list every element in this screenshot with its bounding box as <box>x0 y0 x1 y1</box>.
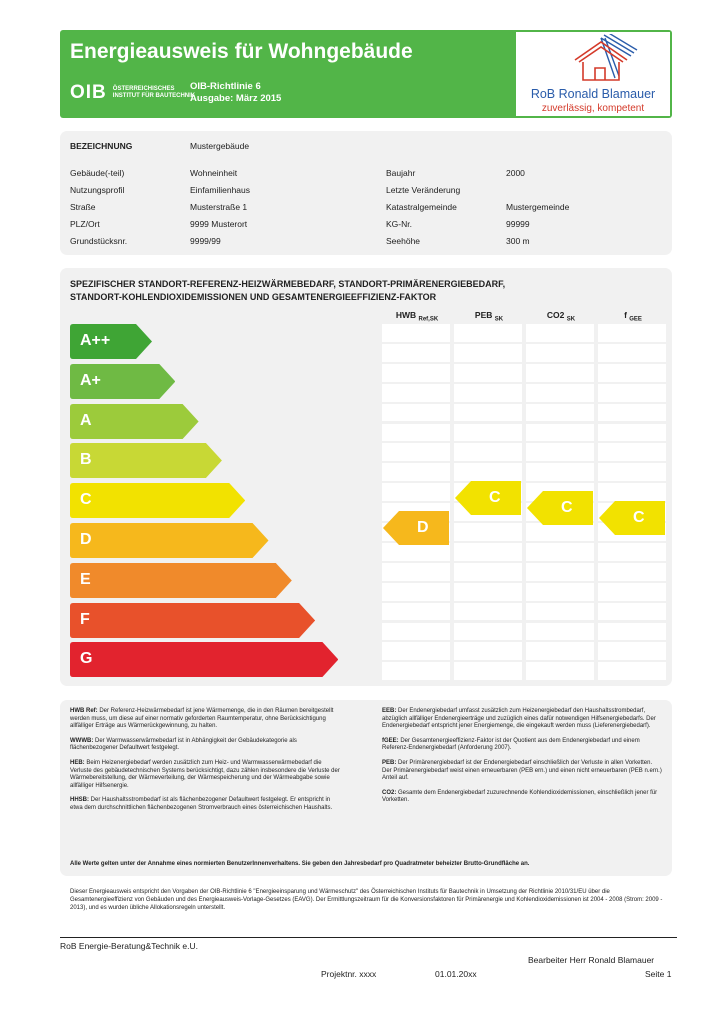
definitions-left-column <box>70 708 340 813</box>
header-banner <box>60 30 672 118</box>
grid-cell <box>382 563 450 581</box>
info-value: 99999 <box>506 219 530 229</box>
grid-cell <box>382 662 450 680</box>
info-value: 300 m <box>506 236 530 246</box>
rating-arrow <box>455 481 521 515</box>
info-value: Musterstraße 1 <box>190 202 248 212</box>
footer-project-number: Projektnr. xxxx <box>321 969 377 979</box>
oib-logo <box>70 80 195 106</box>
assumption-note: Alle Werte gelten unter der Annahme eines normierten BenutzerInnenverhaltens. Sie geben den Jahresbedarf pro Quadratmeter beheizter Brutto-Grundfläche an. <box>70 861 530 867</box>
grid-cell <box>454 443 522 461</box>
column-header-subscript: SK <box>566 316 576 323</box>
info-value: Mustergemeinde <box>506 202 570 212</box>
info-value: 9999 Musterort <box>190 219 248 229</box>
grid-cell <box>382 443 450 461</box>
energy-rating-panel <box>60 268 672 686</box>
column-header: f $_{GEE}$ <box>624 310 642 323</box>
rating-label: C <box>489 489 501 507</box>
definition-term: EEB: <box>382 708 397 714</box>
definition-text: Der Primärenergiebedarf ist der Endenergiebedarf einschließlich der Verluste in allen Vorketten. Der Primärenergiebedarf weist einen erneuerbaren (PEB ern.) und einen nicht erneuerbaren (PEB n.ern.) Anteil auf. <box>382 759 662 782</box>
grid-cell <box>598 443 666 461</box>
grid-cell <box>454 662 522 680</box>
grid-cell <box>526 384 594 402</box>
rating-label: C <box>561 499 573 517</box>
grid-cell <box>382 583 450 601</box>
grid-cell <box>454 404 522 422</box>
grid-cell <box>382 483 450 501</box>
grid-cell <box>454 344 522 362</box>
rating-label: C <box>633 509 645 527</box>
definition-term: CO2: <box>382 789 397 796</box>
footer-date: 01.01.20xx <box>435 969 477 979</box>
grid-cell <box>382 384 450 402</box>
column-header-subscript: Ref,SK <box>418 316 439 323</box>
grid-cell <box>454 583 522 601</box>
grid-cell <box>454 642 522 660</box>
column-header-subscript: SK <box>494 316 504 323</box>
chart-title <box>70 278 660 304</box>
class-label: A++ <box>80 332 111 349</box>
chart-title-line-1: SPEZIFISCHER STANDORT-REFERENZ-HEIZWÄRMEBEDARF, STANDORT-PRIMÄRENERGIEBEDARF, <box>70 279 506 289</box>
designation-value: Mustergebäude <box>190 141 250 151</box>
grid-cell <box>526 364 594 382</box>
class-label: B <box>80 451 92 469</box>
grid-cell <box>526 344 594 362</box>
column-header: HWB $_{Ref,SK}$ <box>395 310 439 323</box>
info-label: KG-Nr. <box>386 219 412 229</box>
class-label: E <box>80 570 91 588</box>
grid-cell <box>598 364 666 382</box>
grid-cell <box>454 623 522 641</box>
grid-cell <box>598 642 666 660</box>
grid-cell <box>526 324 594 342</box>
rating-label: D <box>417 519 429 537</box>
definition-term: HHSB: <box>70 797 89 804</box>
definition-item <box>70 797 340 812</box>
grid-cell <box>526 603 594 621</box>
house-icon <box>571 34 639 84</box>
info-label: Letzte Veränderung <box>386 185 461 195</box>
guideline-edition: Ausgabe: März 2015 <box>190 93 282 104</box>
definition-term: WWWB: <box>70 737 94 744</box>
info-label: Straße <box>70 202 96 212</box>
grid-cell <box>598 463 666 481</box>
grid-cell <box>382 404 450 422</box>
grid-cell <box>598 583 666 601</box>
class-label: D <box>80 531 92 548</box>
info-label: PLZ/Ort <box>70 219 100 229</box>
info-label: Gebäude(-teil) <box>70 168 125 178</box>
class-label: A+ <box>80 371 101 389</box>
footer-page-number: Seite 1 <box>645 969 672 979</box>
grid-cell <box>526 463 594 481</box>
grid-cell <box>526 583 594 601</box>
class-label: F <box>80 610 90 628</box>
rating-arrow <box>383 511 449 545</box>
grid-cell <box>454 463 522 481</box>
definition-item <box>382 790 662 805</box>
grid-cell <box>454 523 522 541</box>
definition-text: Der Warmwasserwärmebedarf ist in Abhängigkeit der Gebäudekategorie als flächenbezogener Defaultwert festgelegt. <box>70 737 297 752</box>
class-label: A <box>80 411 92 429</box>
class-arrow-e <box>70 563 292 598</box>
grid-cell <box>454 384 522 402</box>
class-arrow-b <box>70 443 222 478</box>
class-label: C <box>80 491 92 509</box>
grid-cell <box>598 404 666 422</box>
grid-cell <box>382 463 450 481</box>
grid-cell <box>526 642 594 660</box>
oib-logo-line-2: INSTITUT FÜR BAUTECHNIK <box>112 93 196 99</box>
brand-tagline: zuverlässig, kompetent <box>541 103 645 114</box>
info-label: Seehöhe <box>386 236 421 246</box>
definition-item <box>70 738 340 753</box>
grid-cell <box>598 662 666 680</box>
definition-item <box>382 708 662 731</box>
grid-cell <box>526 662 594 680</box>
oib-logo-mark: OIB <box>70 82 107 103</box>
grid-cell <box>598 623 666 641</box>
info-label: Baujahr <box>386 168 416 178</box>
rating-arrow <box>527 491 593 525</box>
info-value: 9999/99 <box>190 236 221 246</box>
class-arrow-c <box>70 483 245 518</box>
definition-text: Beim Heizenergiebedarf werden zusätzlich zum Heiz- und Warmwasserwärmebedarf die Verluste des gebäudetechnischen Systems berücksichtigt, dazu zählen insbesondere die Verluste der Wärmebereitstellung, der Wärmeverteilung, der Wärmespeicherung und der Wärmeabgabe sowie allfälliger Hilfsenergie. <box>70 759 340 789</box>
grid-cell <box>526 404 594 422</box>
definition-term: HWB Ref: <box>70 708 98 714</box>
definitions-right-column <box>382 708 662 805</box>
definition-term: fGEE: <box>382 737 399 744</box>
grid-cell <box>598 543 666 561</box>
class-arrow-g <box>70 642 338 677</box>
grid-cell <box>454 563 522 581</box>
grid-cell <box>454 364 522 382</box>
grid-cell <box>526 523 594 541</box>
grid-cell <box>526 563 594 581</box>
grid-cell <box>598 483 666 501</box>
info-label: Katastralgemeinde <box>386 202 457 212</box>
oib-logo-line-1: ÖSTERREICHISCHES <box>112 86 175 92</box>
definition-item <box>70 708 340 731</box>
definition-item <box>382 738 662 753</box>
info-label: Nutzungsprofil <box>70 185 125 195</box>
column-header-subscript: GEE <box>629 316 642 323</box>
definition-text: Gesamte dem Endenergiebedarf zuzurechnende Kohlendioxidemissionen, einschließlich jener für Vorketten. <box>382 789 658 804</box>
grid-cell <box>382 364 450 382</box>
grid-cell <box>598 324 666 342</box>
guideline-info <box>190 81 281 105</box>
definition-text: Der Gesamtenergieeffizienz-Faktor ist der Quotient aus dem Endenergiebedarf und einem Referenz-Endenergiebedarf (Anforderung 2007). <box>382 737 640 752</box>
grid-cell <box>454 424 522 442</box>
definition-text: Der Referenz-Heizwärmebedarf ist jene Wärmemenge, die in den Räumen bereitgestellt werden muss, um diese auf einer normativ geforderten Raumtemperatur, ohne Berücksichtigung allfälliger Erträge aus Wärmerückgewinnung, zu halten. <box>70 708 334 730</box>
grid-cell <box>382 642 450 660</box>
footer-divider <box>60 937 677 938</box>
info-value: Wohneinheit <box>190 168 238 178</box>
legal-note: Dieser Energieausweis entspricht den Vorgaben der OIB-Richtlinie 6 "Energieeinsparung und Wärmeschutz" des Österreichischen Instituts für Bautechnik in Umsetzung der Richtlinie 2010/31/EU über die Gesamtenergieeffizienz von Gebäuden und des Energieausweis-Vorlage-Gesetzes (EAVG). Der Ermittlungszeitraum für die Konversionsfaktoren für Primärenergie und Kohlendioxidemissionen ist 2004 - 2008 (Strom: 2009 - 2013), und es wurden übliche Allokationsregeln unterstellt. <box>70 889 663 911</box>
designation-label: BEZEICHNUNG <box>70 141 133 151</box>
grid-cell <box>454 543 522 561</box>
brand-name: RoB Ronald Blamauer <box>530 87 656 101</box>
definition-item <box>70 760 340 790</box>
info-label: Grundstücksnr. <box>70 236 128 246</box>
footer-company: RoB Energie-Beratung&Technik e.U. <box>60 941 198 951</box>
brand-logo-box <box>516 32 670 116</box>
oib-logo-text <box>113 86 195 100</box>
document-title: Energieausweis für Wohngebäude <box>70 40 413 63</box>
class-label: G <box>80 650 93 668</box>
grid-cell <box>598 344 666 362</box>
grid-cell <box>526 424 594 442</box>
grid-cell <box>454 603 522 621</box>
grid-cell <box>526 543 594 561</box>
building-info-panel <box>60 131 672 255</box>
grid-cell <box>526 443 594 461</box>
rating-arrow <box>599 501 665 535</box>
grid-cell <box>382 603 450 621</box>
info-value: Einfamilienhaus <box>190 185 251 195</box>
grid-cell <box>598 384 666 402</box>
definition-term: PEB: <box>382 759 397 766</box>
grid-cell <box>382 344 450 362</box>
grid-cell <box>598 563 666 581</box>
definition-text: Der Haushaltsstrombedarf ist als flächenbezogener Defaultwert festgelegt. Er entspricht in etwa dem durchschnittlichen flächenbezogenen Stromverbrauch eines österreichischen Haushalts. <box>70 797 333 811</box>
definition-text: Der Endenergiebedarf umfasst zusätzlich zum Heizenergiebedarf den Haushaltsstrombedarf, abzüglich allfälliger Endenergieerträge und zuzüglich eines dafür notwendigen Hilfsenergiebedarfs. Der Endenergiebedarf entspricht jener Energiemenge, die eingekauft werden muss (Lieferenergiebedarf). <box>382 708 656 730</box>
definition-item <box>382 760 662 783</box>
info-value: 2000 <box>506 168 525 178</box>
definitions-panel <box>60 700 672 876</box>
footer-assessor: Bearbeiter Herr Ronald Blamauer <box>528 955 655 965</box>
definition-term: HEB: <box>70 759 85 766</box>
guideline-name: OIB-Richtlinie 6 <box>190 81 261 92</box>
grid-cell <box>598 424 666 442</box>
column-header: CO2 $_{SK}$ <box>546 310 576 323</box>
class-arrow-f <box>70 603 315 638</box>
column-header: PEB $_{SK}$ <box>474 310 504 323</box>
grid-cell <box>382 623 450 641</box>
grid-cell <box>598 603 666 621</box>
grid-cell <box>454 324 522 342</box>
grid-cell <box>526 623 594 641</box>
grid-cell <box>382 324 450 342</box>
class-arrow-d <box>70 523 269 558</box>
grid-cell <box>382 424 450 442</box>
chart-title-line-2: STANDORT-KOHLENDIOXIDEMISSIONEN UND GESAMTENERGIEEFFIZIENZ-FAKTOR <box>70 292 437 302</box>
grid-cell <box>382 543 450 561</box>
